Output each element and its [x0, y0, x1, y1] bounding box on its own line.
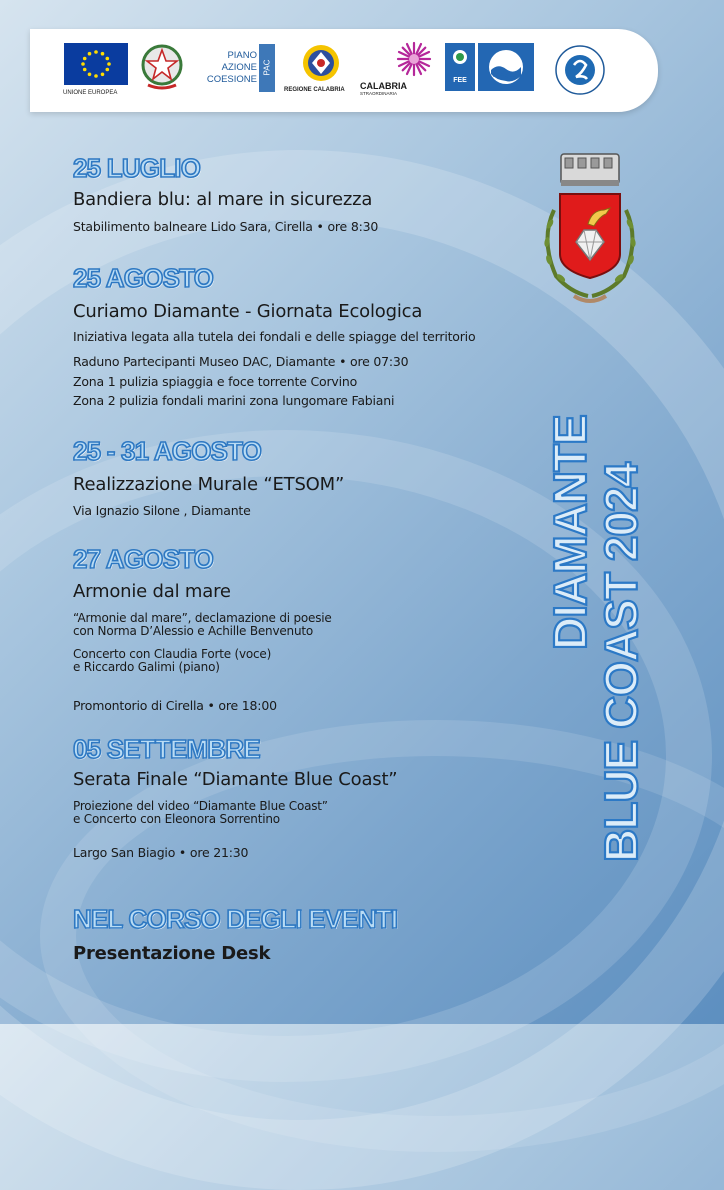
event-detail: Iniziativa legata alla tutela dei fondali e delle spiagge del territorio: [73, 329, 476, 344]
pac-text-line: COESIONE: [206, 74, 257, 85]
event-title: Curiamo Diamante - Giornata Ecologica: [73, 301, 423, 322]
event-title: Bandiera blu: al mare in sicurezza: [73, 189, 373, 210]
pac-text-line: AZIONE: [221, 62, 257, 73]
calabria-sub-caption: STRAORDINARIA: [360, 91, 398, 96]
event-detail: e Riccardo Galimi (piano): [73, 660, 220, 674]
event-date: 25 AGOSTO: [73, 263, 214, 293]
side-title-diamante: DIAMANTE: [544, 415, 596, 650]
event-date: NEL CORSO DEGLI EVENTI: [73, 904, 398, 934]
event-detail: Largo San Biagio • ore 21:30: [73, 845, 249, 860]
regione-calabria-caption: REGIONE CALABRIA: [284, 87, 345, 93]
event-detail: Stabilimento balneare Lido Sara, Cirella • ore 8:30: [73, 219, 379, 234]
event-title: Presentazione Desk: [73, 943, 271, 964]
event-detail: Promontorio di Cirella • ore 18:00: [73, 698, 277, 713]
event-detail: con Norma D’Alessio e Achille Benvenuto: [73, 624, 313, 638]
pac-text-line: PIANO: [227, 50, 257, 61]
side-title-blue-coast: BLUE COAST 2024: [595, 462, 647, 862]
calabria-caption: CALABRIA: [360, 81, 407, 91]
event-detail: Zona 2 pulizia fondali marini zona lungomare Fabiani: [73, 393, 395, 408]
event-detail: Concerto con Claudia Forte (voce): [73, 647, 272, 661]
event-detail: Raduno Partecipanti Museo DAC, Diamante • ore 07:30: [73, 354, 409, 369]
event-detail: e Concerto con Eleonora Sorrentino: [73, 812, 280, 826]
event-detail: “Armonie dal mare”, declamazione di poesie: [73, 611, 332, 625]
event-detail: Zona 1 pulizia spiaggia e foce torrente Corvino: [73, 374, 358, 389]
event-date: 25 LUGLIO: [73, 153, 201, 183]
event-date: 05 SETTEMBRE: [73, 734, 260, 764]
event-detail: Via Ignazio Silone , Diamante: [73, 503, 251, 518]
event-detail: Proiezione del video “Diamante Blue Coast”: [73, 799, 328, 813]
fee-logo: FEE: [445, 43, 475, 91]
event-title: Realizzazione Murale “ETSOM”: [73, 474, 345, 495]
diamante-municipal-crest-icon: [534, 150, 646, 310]
pac-badge: PAC: [259, 44, 275, 92]
event-date: 27 AGOSTO: [73, 544, 214, 574]
event-title: Armonie dal mare: [73, 581, 231, 602]
eu-caption: UNIONE EUROPEA: [63, 90, 118, 96]
event-title: Serata Finale “Diamante Blue Coast”: [73, 769, 398, 790]
event-date: 25 - 31 AGOSTO: [73, 436, 262, 466]
